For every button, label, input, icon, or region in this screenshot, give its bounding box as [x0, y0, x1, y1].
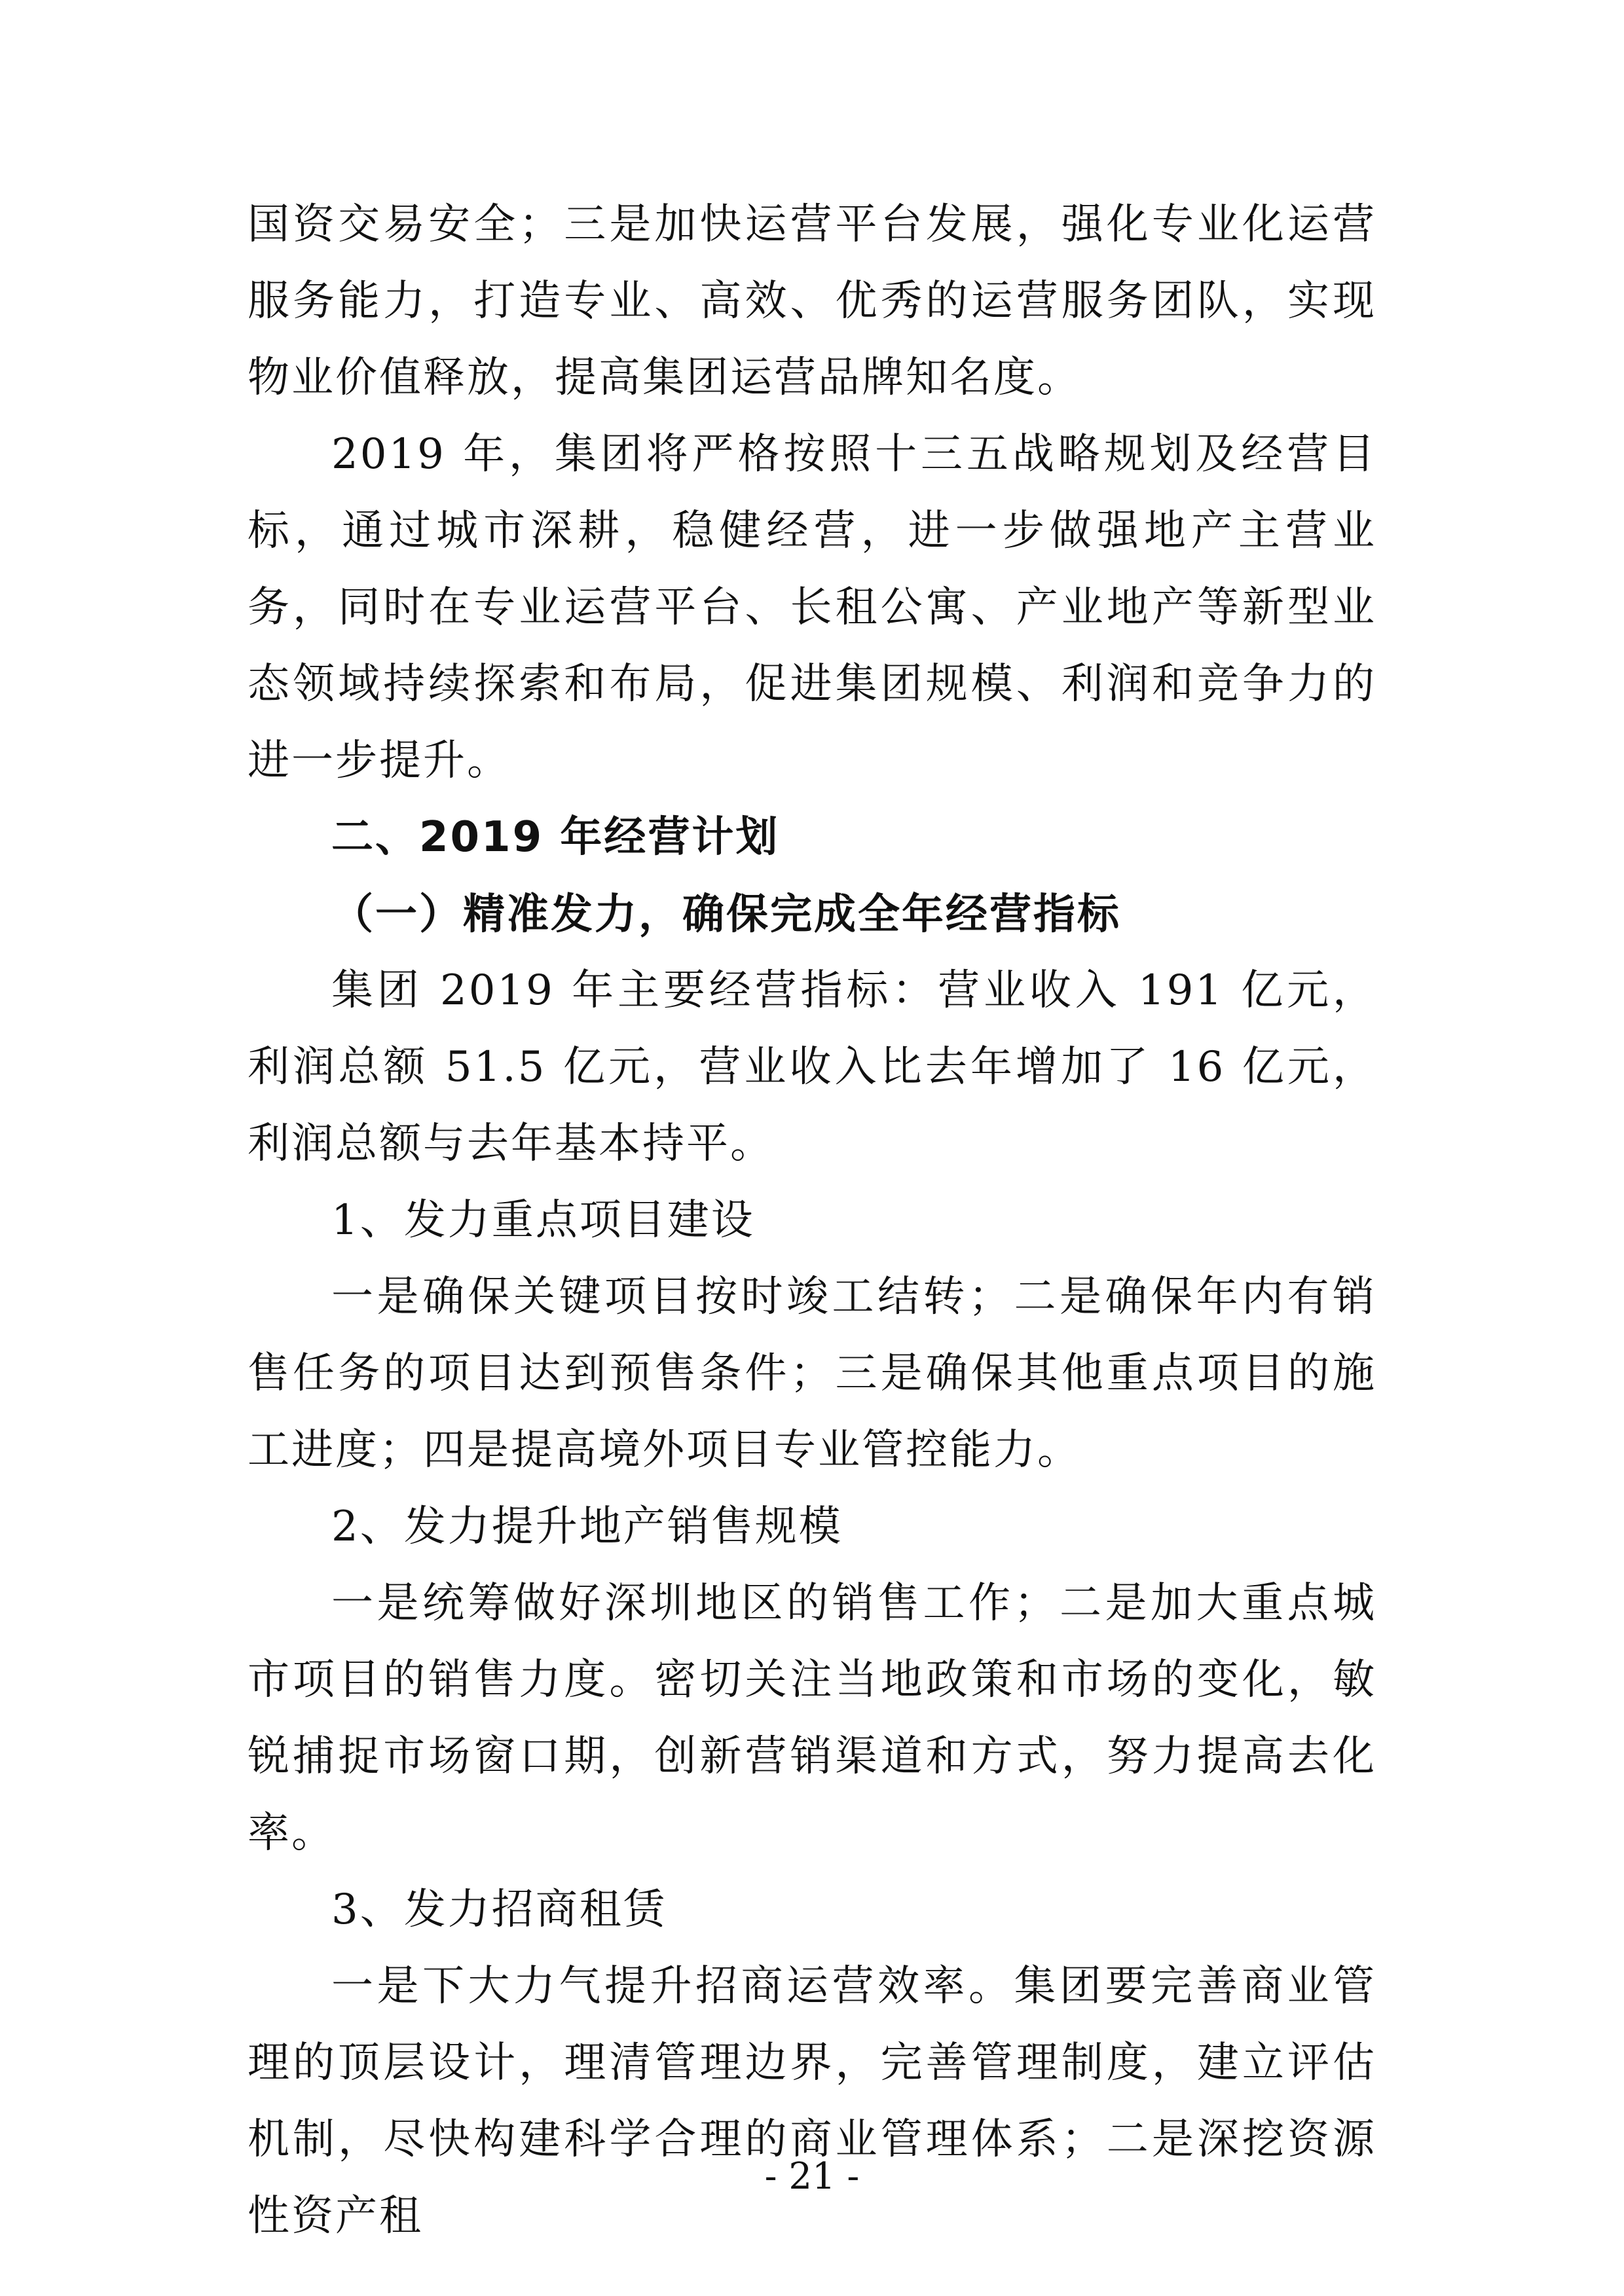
item-body-3: 一是下大力气提升招商运营效率。集团要完善商业管理的顶层设计，理清管理边界，完善管理制度，建立评估机制，尽快构建科学合理的商业管理体系；二是深挖资源性资产租 — [248, 1962, 1376, 2240]
subsection-title: （一）精准发力，确保完成全年经营指标 — [331, 890, 1121, 939]
item-body-1: 一是确保关键项目按时竣工结转；二是确保年内有销售任务的项目达到预售条件；三是确保其他重点项目的施工进度；四是提高境外项目专业管控能力。 — [248, 1273, 1376, 1474]
item-heading-2: 2、发力提升地产销售规模 — [331, 1503, 843, 1551]
section-title: 二、2019 年经营计划 — [331, 813, 780, 862]
paragraph-strategy: 2019 年，集团将严格按照十三五战略规划及经营目标，通过城市深耕，稳健经营，进一步做强地产主营业务，同时在专业运营平台、长租公寓、产业地产等新型业态领域持续探索和布局，促进集团规模、利润和竞争力的进一步提升。 — [248, 430, 1376, 785]
document-body — [248, 187, 1376, 2255]
item-heading-1: 1、发力重点项目建设 — [331, 1196, 755, 1245]
item-body-2: 一是统筹做好深圳地区的销售工作；二是加大重点城市项目的销售力度。密切关注当地政策和市场的变化，敏锐捕捉市场窗口期，创新营销渠道和方式，努力提高去化率。 — [248, 1579, 1376, 1857]
paragraph-metrics: 集团 2019 年主要经营指标：营业收入 191 亿元，利润总额 51.5 亿元，营业收入比去年增加了 16 亿元，利润总额与去年基本持平。 — [248, 966, 1376, 1168]
item-heading-3: 3、发力招商租赁 — [331, 1886, 667, 1934]
page-number: - 21 - — [764, 2155, 860, 2198]
paragraph-continuation: 国资交易安全；三是加快运营平台发展，强化专业化运营服务能力，打造专业、高效、优秀的运营服务团队，实现物业价值释放，提高集团运营品牌知名度。 — [248, 200, 1376, 402]
